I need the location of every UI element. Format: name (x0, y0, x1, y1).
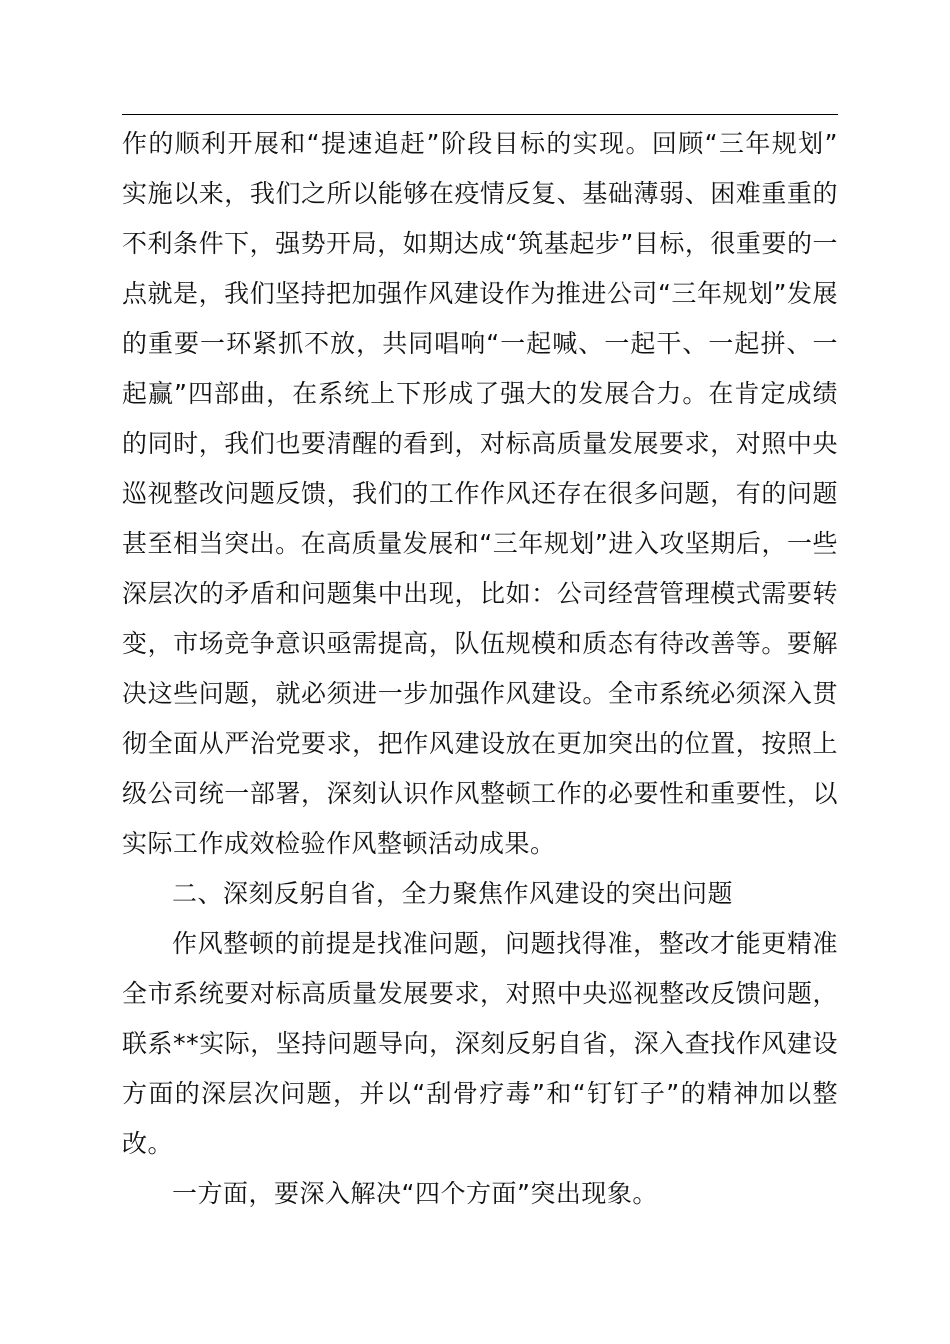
body-text-line: 作风整顿的前提是找准问题，问题找得准，整改才能更精准 (172, 929, 838, 958)
body-text-line: 甚至相当突出。在高质量发展和“三年规划”进入攻坚期后，一些 (122, 529, 838, 558)
body-text-line: 改。 (122, 1129, 174, 1158)
body-text-line: 级公司统一部署，深刻认识作风整顿工作的必要性和重要性，以 (122, 779, 838, 808)
body-text-line: 方面的深层次问题，并以“刮骨疗毒”和“钉钉子”的精神加以整 (122, 1079, 838, 1108)
body-text-line: 作的顺利开展和“提速追赶”阶段目标的实现。回顾“三年规划” (122, 129, 838, 158)
header-rule (122, 114, 838, 115)
body-text-line: 实施以来，我们之所以能够在疫情反复、基础薄弱、困难重重的 (122, 179, 838, 208)
body-text-line: 的重要一环紧抓不放，共同唱响“一起喊、一起干、一起拼、一 (122, 329, 838, 358)
body-text-line: 彻全面从严治党要求，把作风建设放在更加突出的位置，按照上 (122, 729, 838, 758)
body-text-line: 一方面，要深入解决“四个方面”突出现象。 (172, 1179, 658, 1208)
body-text-line: 深层次的矛盾和问题集中出现，比如：公司经营管理模式需要转 (122, 579, 838, 608)
body-text-line: 决这些问题，就必须进一步加强作风建设。全市系统必须深入贯 (122, 679, 838, 708)
section-heading: 二、深刻反躬自省，全力聚焦作风建设的突出问题 (172, 879, 734, 908)
body-text-line: 的同时，我们也要清醒的看到，对标高质量发展要求，对照中央 (122, 429, 838, 458)
body-text-line: 不利条件下，强势开局，如期达成“筑基起步”目标，很重要的一 (122, 229, 838, 258)
body-text-line: 全市系统要对标高质量发展要求，对照中央巡视整改反馈问题， (122, 979, 838, 1008)
body-text-line: 点就是，我们坚持把加强作风建设作为推进公司“三年规划”发展 (122, 279, 838, 308)
body-text-line: 实际工作成效检验作风整顿活动成果。 (122, 829, 556, 858)
body-text-line: 巡视整改问题反馈，我们的工作作风还存在很多问题，有的问题 (122, 479, 838, 508)
body-text-line: 联系**实际，坚持问题导向，深刻反躬自省，深入查找作风建设 (122, 1029, 838, 1058)
body-text-line: 变，市场竞争意识亟需提高，队伍规模和质态有待改善等。要解 (122, 629, 838, 658)
body-text-line: 起赢”四部曲，在系统上下形成了强大的发展合力。在肯定成绩 (122, 379, 838, 408)
